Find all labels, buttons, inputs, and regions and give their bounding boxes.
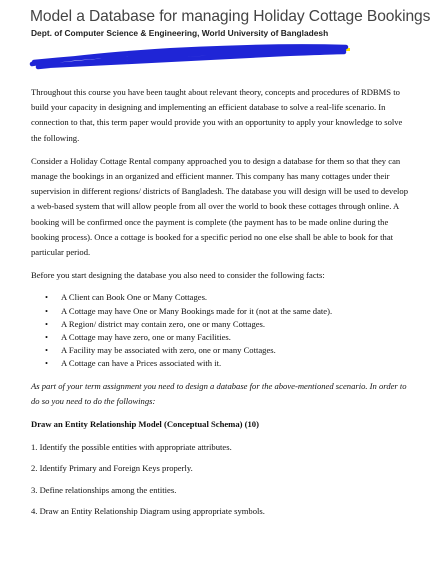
list-item: • A Facility may be associated with zero, one or many Cottages. [31,344,411,357]
facts-list [31,291,411,370]
assignment-paragraph: As part of your term assignment you need to design a database for the above-mentioned scenario. In order to do so you need to do the followings: [31,380,407,406]
document-body [31,85,411,525]
bullet-icon: • [45,305,49,316]
bullet-icon: • [45,332,49,343]
scenario-paragraph: Consider a Holiday Cottage Rental company approached you to design a database for them so that they can manage the bookings in an organized and efficient manner. This company has many cottages under their supervision in different regions/ districts of Bangladesh. The database you will design will be used to develop a web-based system that will allow people from all over the world to book these cottages through online. A booking will be confirmed once the payment is complete (the payment has to be made online during the booking process). Once a cottage is booked for a specific period no one else shall be able to book for that particular period. [31,155,409,258]
document-title: Model a Database for managing Holiday Cottage Bookings [30,8,431,25]
task-item: 4. Draw an Entity Relationship Diagram using appropriate symbols. [31,505,265,516]
bullet-icon: • [45,318,49,329]
list-item: • A Cottage can have a Prices associated with it. [31,357,411,370]
task-item: 3. Define relationships among the entities. [31,484,177,495]
bullet-icon: • [45,358,49,369]
list-item: • A Client can Book One or Many Cottages. [31,291,411,304]
redaction-scribble [24,36,354,76]
facts-intro: Before you start designing the database you also need to consider the following facts: [31,270,325,281]
bullet-icon: • [45,292,49,303]
bullet-icon: • [45,345,49,356]
list-item: • A Region/ district may contain zero, one or many Cottages. [31,318,411,331]
section-heading: Draw an Entity Relationship Model (Conceptual Schema) (10) [31,419,259,430]
list-item: • A Cottage may have One or Many Bookings made for it (not at the same date). [31,305,411,318]
department-line: Dept. of Computer Science & Engineering, World University of Bangladesh [31,28,329,38]
task-item: 1. Identify the possible entities with appropriate attributes. [31,442,232,453]
task-item: 2. Identify Primary and Foreign Keys properly. [31,463,193,474]
intro-paragraph: Throughout this course you have been taught about relevant theory, concepts and procedures of RDBMS to build your capacity in designing and implementing an efficient database to solve a real-life scenario. In connection to that, this term paper would provide you with an opportunity to apply your knowledge to solve the following. [31,87,403,143]
list-item: • A Cottage may have zero, one or many Facilities. [31,331,411,344]
